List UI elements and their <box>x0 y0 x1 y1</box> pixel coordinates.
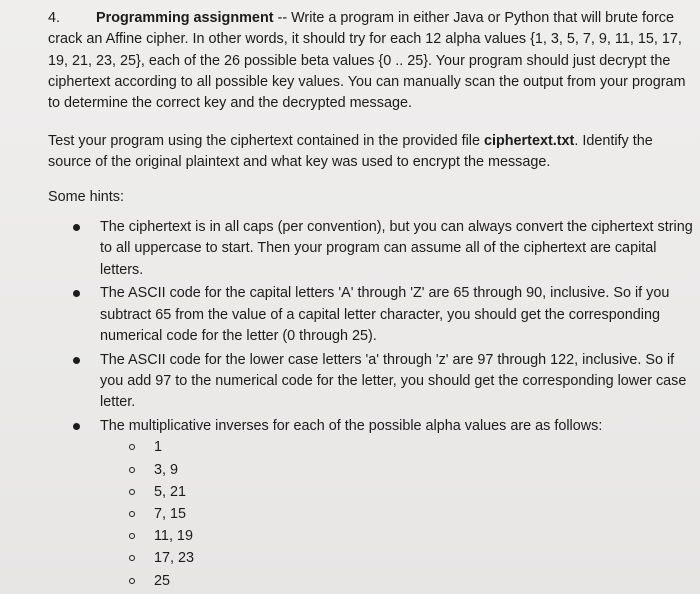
inverse-item <box>129 460 700 481</box>
question-number: 4. <box>48 10 61 26</box>
hint-text: The ASCII code for the capital letters 'A' through 'Z' are 65 through 90, inclusive. So if you subtract 65 from the value of a capital letter character, you should get the corresponding numerical code for the letter (0 through 25). <box>100 285 670 344</box>
bullet-icon <box>73 357 80 364</box>
inverse-item <box>129 548 700 569</box>
test-text-pre: Test your program using the ciphertext contained in the provided file <box>48 133 484 149</box>
circle-bullet-icon <box>129 511 135 517</box>
inverse-text: 25 <box>154 572 171 589</box>
circle-bullet-icon <box>129 467 135 473</box>
inverses-list <box>129 437 700 591</box>
hint-text: The multiplicative inverses for each of the possible alpha values are as follows: <box>100 418 603 435</box>
bullet-icon <box>73 290 80 297</box>
inverse-item <box>129 526 700 547</box>
test-text-post: . Identify the source of the original plaintext and what key was used to encrypt the message. <box>48 133 653 171</box>
circle-bullet-icon <box>129 578 135 584</box>
inverse-item <box>129 504 700 525</box>
circle-bullet-icon <box>129 489 135 495</box>
inverse-text: 1 <box>154 439 163 456</box>
hint-item <box>73 217 695 281</box>
circle-bullet-icon <box>129 533 135 539</box>
circle-bullet-icon <box>129 555 135 561</box>
ciphertext-filename: ciphertext.txt <box>483 133 575 149</box>
hints-heading: Some hints: <box>48 189 124 205</box>
inverse-item <box>129 571 700 592</box>
inverse-text: 7, 15 <box>154 506 187 523</box>
hint-item <box>73 416 695 592</box>
bullet-icon <box>73 224 80 231</box>
hint-item <box>73 350 695 414</box>
inverse-item <box>129 482 700 503</box>
inverse-text: 17, 23 <box>154 550 195 567</box>
question-title: Programming assignment <box>96 10 274 26</box>
bullet-icon <box>73 423 80 430</box>
question-text: -- Write a program in either Java or Python that will brute force crack an Affine cipher. In other words, it should try for each 12 alpha values {1, 3, 5, 7, 9, 11, 15, 17, 19, 21, 23, 25}, each of the 26 possible beta values {0 .. 25}. Your program should just decrypt the ciphertext according to all possible key values. You can manually scan the output from your program to determine the correct key and the decrypted message. <box>48 10 686 112</box>
hints-list <box>73 217 695 594</box>
hint-item <box>73 283 695 347</box>
inverse-text: 11, 19 <box>154 528 193 545</box>
question-paragraph <box>48 8 696 114</box>
circle-bullet-icon <box>129 444 135 450</box>
inverse-item <box>129 437 700 458</box>
inverse-text: 3, 9 <box>154 461 179 478</box>
hint-text: The ASCII code for the lower case letters 'a' through 'z' are 97 through 122, inclusive. So if you add 97 to the numerical code for the letter, you should get the corresponding lower case letter. <box>100 351 687 411</box>
test-paragraph <box>48 131 696 174</box>
hint-text: The ciphertext is in all caps (per convention), but you can always convert the ciphertext string to all uppercase to start. Then your program can assume all of the ciphertext are capital letters. <box>100 219 693 278</box>
inverse-text: 5, 21 <box>154 483 187 500</box>
